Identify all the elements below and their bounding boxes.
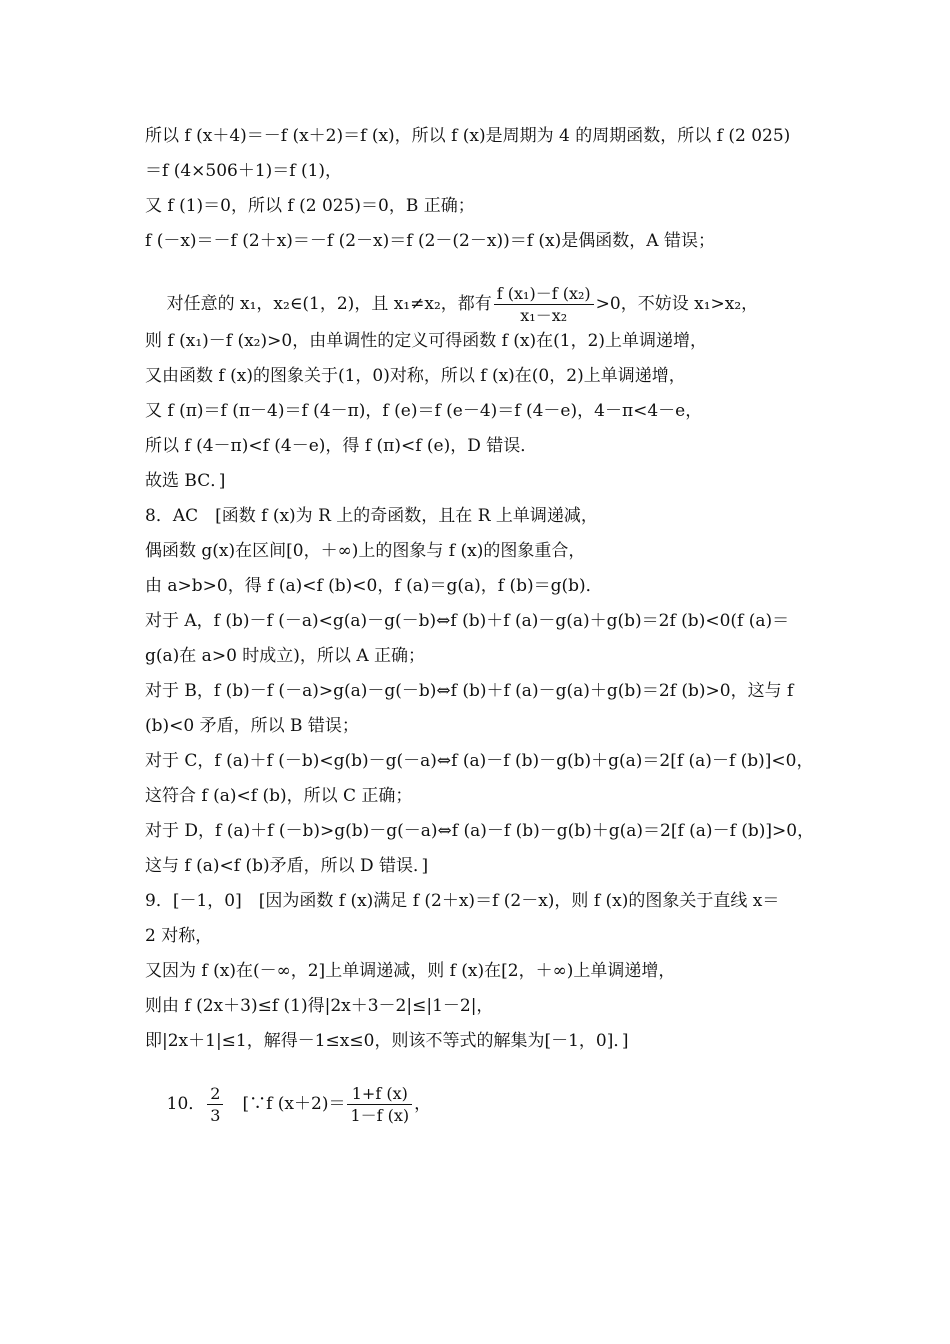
fraction-line: [145, 1062, 431, 1147]
text-line: 对于 C，f (a)＋f (－b)<g(b)－g(－a)⇔f (a)－f (b)－g(b)＋g(a)＝2[f (a)－f (b)]<0，: [145, 751, 814, 771]
text-line: 又因为 f (x)在(－∞，2]上单调递减，则 f (x)在[2，＋∞)上单调递增，: [145, 961, 676, 981]
text-line: 由 a>b>0，得 f (a)<f (b)<0，f (a)＝g(a)，f (b)＝g(b)．: [145, 576, 603, 596]
text-line: 8．AC [函数 f (x)为 R 上的奇函数，且在 R 上单调递减，: [145, 506, 598, 526]
text-line: 对于 B，f (b)－f (－a)>g(a)－g(－b)⇔f (b)＋f (a)－g(a)＋g(b)＝2f (b)>0，这与 f: [145, 681, 794, 701]
fraction-denominator: 3: [210, 1106, 221, 1125]
fraction: [347, 1084, 412, 1125]
text-line: 则 f (x₁)－f (x₂)>0，由单调性的定义可得函数 f (x)在(1，2)上单调递增，: [145, 331, 708, 351]
text-line: 又 f (π)＝f (π－4)＝f (4－π)，f (e)＝f (e－4)＝f (4－e)，4－π<4－e，: [145, 401, 703, 421]
fraction-numerator: f (x₁)－f (x₂): [494, 284, 594, 305]
text-segment: >0，不妨设 x₁>x₂，: [595, 294, 759, 314]
fraction-denominator: 1－f (x): [350, 1106, 410, 1125]
text-line: 则由 f (2x＋3)≤f (1)得|2x＋3－2|≤|1－2|，: [145, 996, 494, 1016]
text-line: 9．[－1，0] [因为函数 f (x)满足 f (2＋x)＝f (2－x)，则 f (x)的图象关于直线 x＝: [145, 891, 780, 911]
fraction-denominator: x₁－x₂: [520, 306, 568, 325]
text-line: 对于 A，f (b)－f (－a)<g(a)－g(－b)⇔f (b)＋f (a)－g(a)＋g(b)＝2f (b)<0(f (a)＝: [145, 611, 790, 631]
text-line: 对于 D，f (a)＋f (－b)>g(b)－g(－a)⇔f (a)－f (b)－g(b)＋g(a)＝2[f (a)－f (b)]>0，: [145, 821, 815, 841]
text-line: f (－x)＝－f (2＋x)＝－f (2－x)＝f (2－(2－x))＝f (x)是偶函数，A 错误；: [145, 231, 715, 251]
text-segment: 对任意的 x₁，x₂∈(1，2)，且 x₁≠x₂，都有: [166, 294, 492, 314]
text-line: (b)<0 矛盾，所以 B 错误；: [145, 716, 359, 736]
fraction-numerator: 2: [207, 1084, 223, 1105]
text-line: 所以 f (4－π)<f (4－e)，得 f (π)<f (e)，D 错误．: [145, 436, 538, 456]
fraction: [207, 1084, 223, 1125]
text-line: 2 对称，: [145, 926, 213, 946]
text-line: 又 f (1)＝0，所以 f (2 025)＝0，B 正确；: [145, 196, 475, 216]
text-line: 即|2x＋1|≤1，解得－1≤x≤0，则该不等式的解集为[－1，0]．]: [145, 1031, 629, 1051]
text-line: 所以 f (x＋4)＝－f (x＋2)＝f (x)，所以 f (x)是周期为 4 的周期函数，所以 f (2 025): [145, 126, 791, 146]
fraction-numerator: 1+f (x): [347, 1084, 412, 1105]
text-line: ＝f (4×506＋1)＝f (1)，: [145, 161, 343, 181]
text-line: 这符合 f (a)<f (b)，所以 C 正确；: [145, 786, 413, 806]
text-segment: [∵f (x＋2)＝: [225, 1094, 346, 1114]
text-line: 这与 f (a)<f (b)矛盾，所以 D 错误．]: [145, 856, 429, 876]
text-segment: 10．: [166, 1094, 206, 1114]
text-line: 偶函数 g(x)在区间[0，＋∞)上的图象与 f (x)的图象重合，: [145, 541, 586, 561]
text-line: 又由函数 f (x)的图象关于(1，0)对称，所以 f (x)在(0，2)上单调递增，: [145, 366, 686, 386]
text-segment: ，: [414, 1094, 432, 1114]
text-line: 故选 BC．]: [145, 471, 226, 491]
fraction: [494, 284, 594, 325]
text-line: g(a)在 a>0 时成立)，所以 A 正确；: [145, 646, 426, 666]
